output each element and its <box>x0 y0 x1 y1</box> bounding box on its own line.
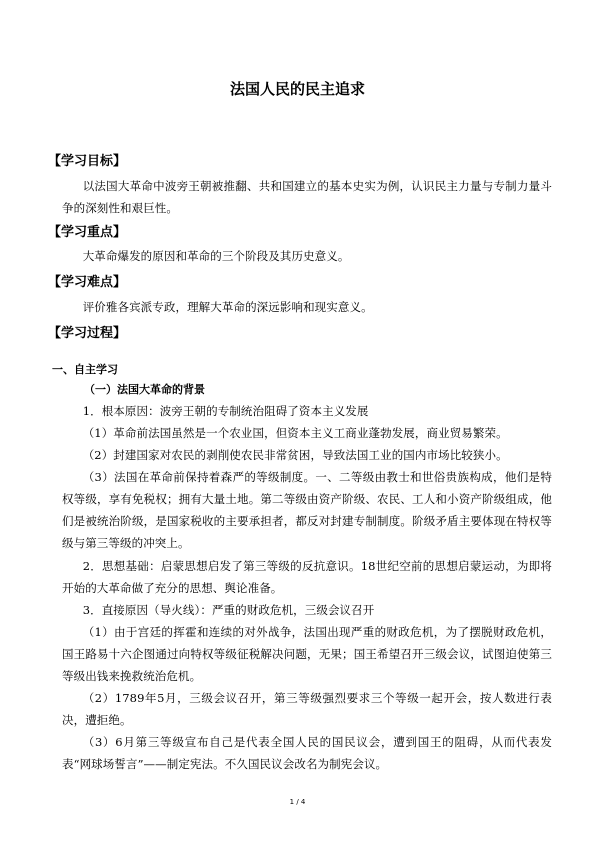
process-heading: 【学习过程】 <box>48 326 127 341</box>
paragraph-national-assembly: （3）6月第三等级宣布自己是代表全国人民的国民议会，遭到国王的阻碍，从而代表发表“网球场誓言”——制定宪法。不久国民议会改名为制宪会议。 <box>62 735 552 771</box>
paragraph-enlightenment: 2．思想基础：启蒙思想启发了第三等级的反抗意识。18世纪空前的思想启蒙运动，为即将开始的大革命做了充分的思想、舆论准备。 <box>62 559 552 595</box>
difficult-text: 评价雅各宾派专政，理解大革命的深远影响和现实意义。 <box>82 300 373 314</box>
paragraph-financial-crisis: （1）由于宫廷的挥霍和连续的对外战争，法国出现严重的财政危机，为了摆脱财政危机，国王路易十六企图通过向特权等级征税解决问题，无果；国王希望召开三级会议，试图迫使第三等级出钱来挽救统治危机。 <box>62 625 552 683</box>
goal-text: 以法国大革命中波旁王朝被推翻、共和国建立的基本史实为例，认识民主力量与专制力量斗争的深刻性和艰巨性。 <box>62 179 552 215</box>
subsection-one-heading: （一）法国大革命的背景 <box>84 383 205 396</box>
paragraph-agriculture: （1）革命前法国虽然是一个农业国，但资本主义工商业蓬勃发展，商业贸易繁荣。 <box>82 426 508 440</box>
paragraph-estates-general: （2）1789年5月，三级会议召开，第三等级强烈要求三个等级一起开会，按人数进行表决，遭拒绝。 <box>62 691 552 727</box>
page-number: 1 / 4 <box>289 798 306 806</box>
paragraph-estates: （3）法国在革命前保持着森严的等级制度。一、二等级由教士和世俗贵族构成，他们是特权等级，享有免税权；拥有大量土地。第二等级由资产阶级、农民、工人和小资产阶级组成，他们是被统治阶级，是国家税收的主要承担者，都反对封建专制制度。阶级矛盾主要体现在特权等级与第三等级的冲突上。 <box>62 470 552 550</box>
part-one-heading: 一、自主学习 <box>52 363 118 376</box>
paragraph-peasants: （2）封建国家对农民的剥削使农民非常贫困，导致法国工业的国内市场比较狭小。 <box>82 448 508 462</box>
key-text: 大革命爆发的原因和革命的三个阶段及其历史意义。 <box>82 249 350 263</box>
difficult-heading: 【学习难点】 <box>48 275 127 290</box>
goal-heading: 【学习目标】 <box>48 154 127 169</box>
paragraph-direct-cause: 3．直接原因（导火线）：严重的财政危机，三级会议召开 <box>82 603 375 617</box>
paragraph-root-cause: 1．根本原因：波旁王朝的专制统治阻碍了资本主义发展 <box>82 404 369 418</box>
key-heading: 【学习重点】 <box>48 225 127 240</box>
page-title: 法国人民的民主追求 <box>229 80 365 98</box>
